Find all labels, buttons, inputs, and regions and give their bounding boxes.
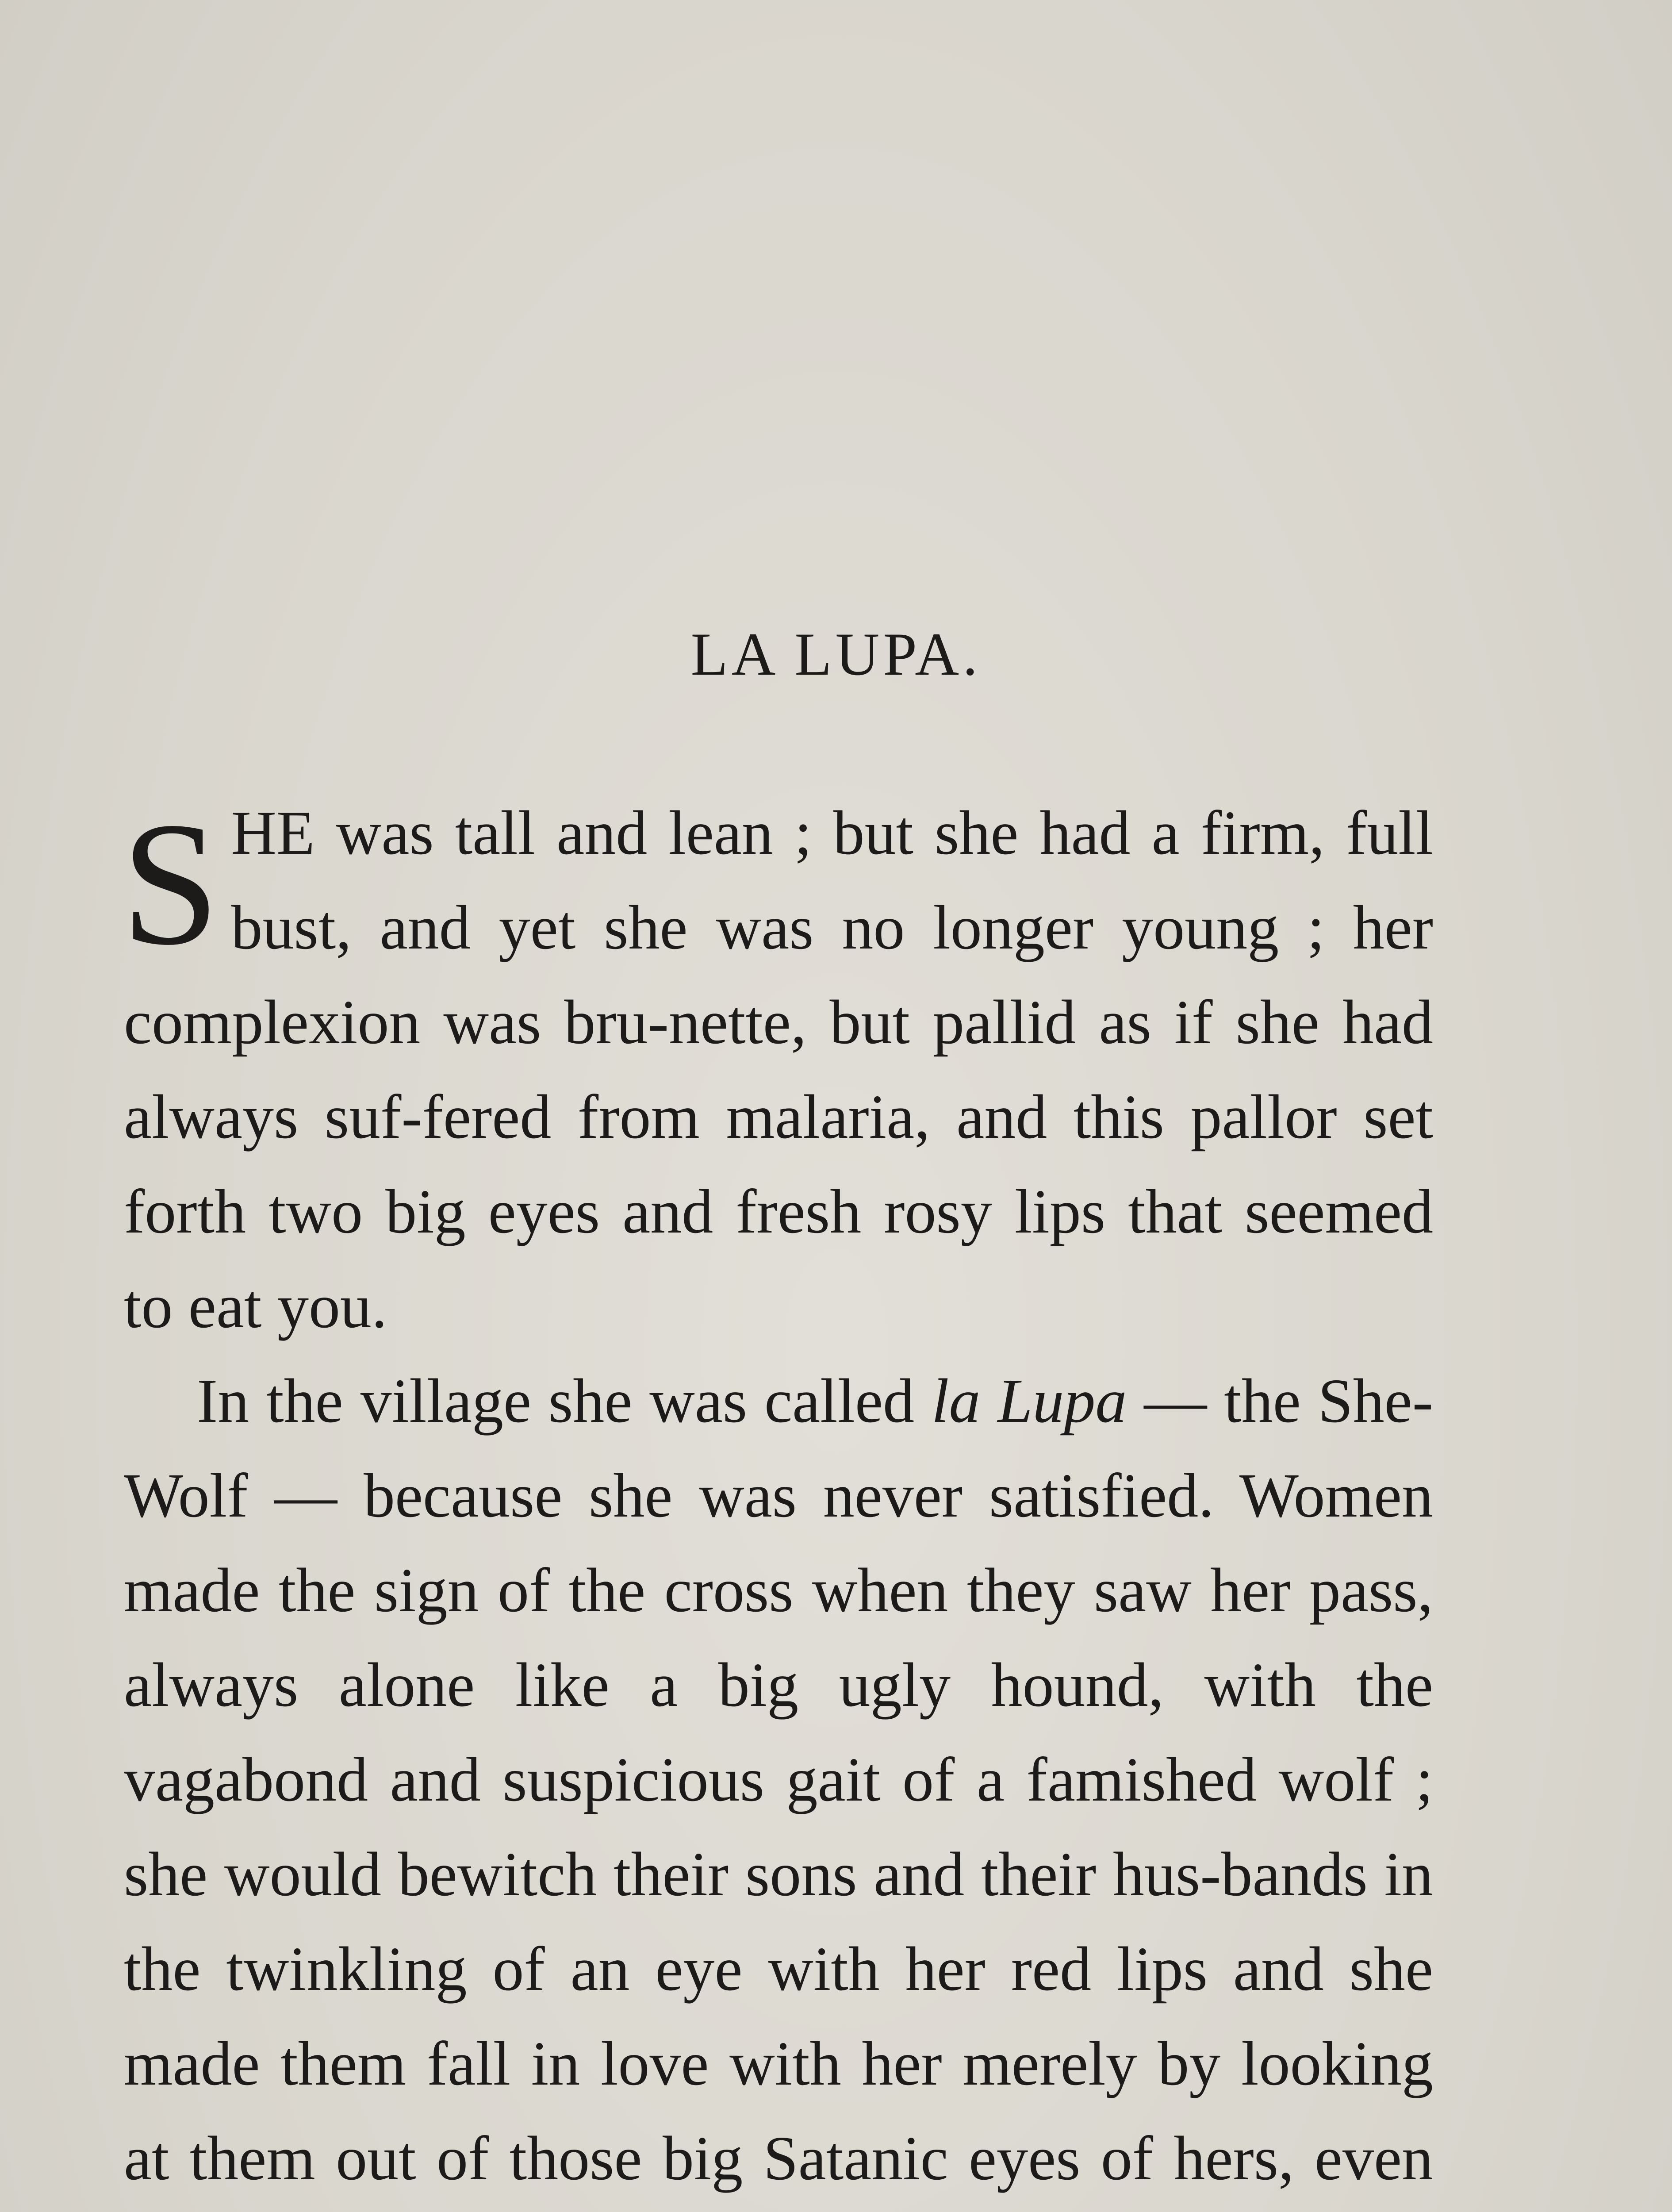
story-text <box>121 785 1434 2212</box>
paragraph-1 <box>121 785 1433 1353</box>
paragraph-2 <box>124 1353 1433 2212</box>
chapter-title: LA LUPA. <box>690 620 982 688</box>
drop-cap: S <box>121 786 220 982</box>
italic-name: la Lupa <box>932 1366 1127 1436</box>
paragraph-2-text-rest: — the She-Wolf — because she was never satisfied. Women made the sign of the cross when they saw her pass, always alone like a big ugly hound, with the vagabond and suspicious gait of a famished wolf ; she would bewitch their sons and their hus-bands in the twinkling of an eye with her red lips and she made them fall in love with her merely by looking at them out of those big Satanic eyes of hers, even <box>124 1366 1434 2193</box>
paragraph-1-text: HE was tall and lean ; but she had a firm, full bust, and yet she was no longer young ; her complexion was bru-nette, but pallid as if she had always suf-fered from malaria, and this pallor set forth two big eyes and fresh rosy lips that seemed to eat you. <box>124 798 1433 1341</box>
paragraph-2-text-start: In the village she was called <box>197 1366 932 1436</box>
